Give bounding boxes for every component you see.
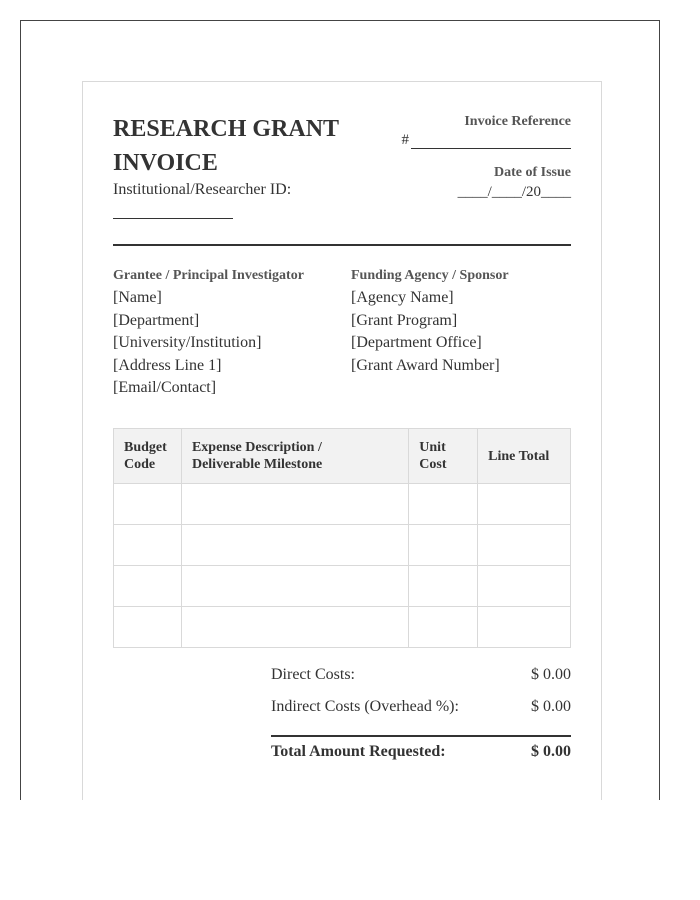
unit-cost-cell[interactable] <box>409 484 478 525</box>
indirect-costs-label: Indirect Costs (Overhead %): <box>271 698 459 715</box>
direct-costs-row <box>271 665 571 697</box>
line-total-cell[interactable] <box>478 566 571 607</box>
line-total-cell[interactable] <box>478 607 571 648</box>
funder-heading: Funding Agency / Sponsor <box>351 268 509 283</box>
table-row <box>114 525 571 566</box>
title-line-1: RESEARCH GRANT <box>113 116 340 142</box>
total-amount-label: Total Amount Requested: <box>271 743 446 760</box>
grantee-institution: [University/Institution] <box>113 334 262 351</box>
total-amount-row <box>271 743 571 767</box>
invoice-title <box>113 112 373 180</box>
budget-code-cell[interactable] <box>114 525 182 566</box>
direct-costs-value: $ 0.00 <box>531 666 571 683</box>
indirect-costs-value: $ 0.00 <box>531 698 571 715</box>
header-divider <box>113 244 571 246</box>
date-of-issue-label: Date of Issue <box>494 165 571 180</box>
grantee-heading: Grantee / Principal Investigator <box>113 268 304 283</box>
header-expense-description: Expense Description / Deliverable Milestone <box>181 429 408 484</box>
description-cell[interactable] <box>181 607 408 648</box>
table-row <box>114 607 571 648</box>
grantee-contact: [Email/Contact] <box>113 379 217 396</box>
description-cell[interactable] <box>181 484 408 525</box>
invoice-reference-blank[interactable] <box>411 132 571 149</box>
total-amount-value: $ 0.00 <box>531 743 571 760</box>
title-line-2: INVOICE <box>113 150 218 176</box>
funder-program: [Grant Program] <box>351 311 458 329</box>
grantee-department: [Department] <box>113 311 200 329</box>
table-row <box>114 484 571 525</box>
table-header-row <box>114 429 571 484</box>
budget-code-cell[interactable] <box>114 566 182 607</box>
date-of-issue-field[interactable]: ____/____/20____ <box>457 184 571 200</box>
grantee-name: [Name] <box>113 289 162 306</box>
header-unit-cost: Unit Cost <box>409 429 478 484</box>
institutional-id-label: Institutional/Researcher ID: <box>113 181 292 198</box>
table-row <box>114 566 571 607</box>
funder-block <box>351 267 509 377</box>
funder-agency: [Agency Name] <box>351 289 454 306</box>
funder-office: [Department Office] <box>351 334 482 351</box>
line-total-cell[interactable] <box>478 525 571 566</box>
indirect-costs-row <box>271 697 571 729</box>
invoice-reference-field[interactable] <box>402 132 572 149</box>
header-line-total: Line Total <box>478 429 571 484</box>
invoice-reference-prefix: # <box>401 132 409 148</box>
budget-code-cell[interactable] <box>114 607 182 648</box>
grantee-address: [Address Line 1] <box>113 356 222 374</box>
budget-code-cell[interactable] <box>114 484 182 525</box>
unit-cost-cell[interactable] <box>409 607 478 648</box>
direct-costs-label: Direct Costs: <box>271 666 355 683</box>
unit-cost-cell[interactable] <box>409 525 478 566</box>
institutional-id-field[interactable] <box>113 218 233 219</box>
header-budget-code: Budget Code <box>114 429 182 484</box>
totals-divider <box>271 735 571 737</box>
unit-cost-cell[interactable] <box>409 566 478 607</box>
invoice-sheet <box>82 81 602 800</box>
totals-block <box>271 665 571 760</box>
funder-award-number: [Grant Award Number] <box>351 356 500 374</box>
invoice-reference-label: Invoice Reference <box>464 114 571 129</box>
description-cell[interactable] <box>181 525 408 566</box>
line-total-cell[interactable] <box>478 484 571 525</box>
grantee-block <box>113 267 304 400</box>
description-cell[interactable] <box>181 566 408 607</box>
line-items-table <box>113 428 571 648</box>
